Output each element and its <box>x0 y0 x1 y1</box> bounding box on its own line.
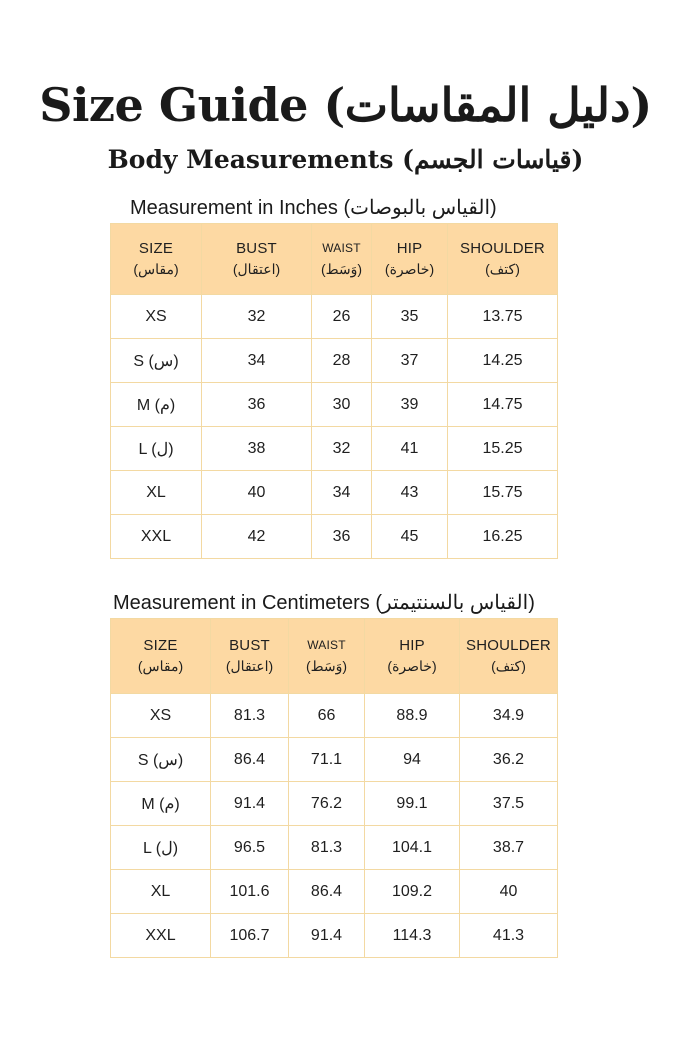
shoulder-cell: 14.25 <box>448 339 558 383</box>
header-hip <box>372 224 448 295</box>
waist-cell: 30 <box>312 383 372 427</box>
bust-cell: 42 <box>202 515 312 559</box>
bust-cell: 101.6 <box>211 870 289 914</box>
size-cell: M (م) <box>111 782 211 826</box>
size-cell: L (ل) <box>111 427 202 471</box>
shoulder-cell: 34.9 <box>460 694 558 738</box>
table-row <box>111 427 558 471</box>
shoulder-cell: 15.75 <box>448 471 558 515</box>
table-row <box>111 826 558 870</box>
header-ar: (كتف) <box>491 658 526 674</box>
bust-cell: 40 <box>202 471 312 515</box>
header-en: SIZE <box>138 240 174 257</box>
table-row <box>111 339 558 383</box>
waist-cell: 34 <box>312 471 372 515</box>
bust-cell: 36 <box>202 383 312 427</box>
size-cell: XS <box>111 694 211 738</box>
shoulder-cell: 16.25 <box>448 515 558 559</box>
header-shoulder <box>448 224 558 295</box>
header-waist <box>289 619 365 694</box>
shoulder-cell: 14.75 <box>448 383 558 427</box>
shoulder-cell: 36.2 <box>460 738 558 782</box>
hip-cell: 99.1 <box>365 782 460 826</box>
hip-cell: 41 <box>372 427 448 471</box>
shoulder-cell: 41.3 <box>460 914 558 958</box>
waist-cell: 81.3 <box>289 826 365 870</box>
header-en: BUST <box>229 637 270 654</box>
hip-cell: 45 <box>372 515 448 559</box>
header-en: HIP <box>396 240 423 257</box>
waist-cell: 28 <box>312 339 372 383</box>
table-row <box>111 383 558 427</box>
hip-cell: 88.9 <box>365 694 460 738</box>
size-cell: XL <box>111 870 211 914</box>
shoulder-cell: 15.25 <box>448 427 558 471</box>
hip-cell: 114.3 <box>365 914 460 958</box>
header-en: BUST <box>236 240 277 257</box>
inches-section-label: Measurement in Inches (القياس بالبوصات) <box>130 197 497 219</box>
table-row <box>111 515 558 559</box>
bust-cell: 38 <box>202 427 312 471</box>
table-row <box>111 471 558 515</box>
bust-cell: 96.5 <box>211 826 289 870</box>
waist-cell: 36 <box>312 515 372 559</box>
header-en: WAIST <box>322 241 361 255</box>
page-title: Size Guide (دليل المقاسات) <box>39 78 652 132</box>
header-bust <box>202 224 312 295</box>
hip-cell: 109.2 <box>365 870 460 914</box>
header-ar: (وَسَط) <box>305 658 348 674</box>
header-ar: (مقاس) <box>137 658 184 674</box>
header-en: SHOULDER <box>466 637 551 654</box>
header-en: SIZE <box>143 637 178 654</box>
size-cell: XXL <box>111 515 202 559</box>
size-cell: XL <box>111 471 202 515</box>
header-shoulder <box>460 619 558 694</box>
waist-cell: 71.1 <box>289 738 365 782</box>
bust-cell: 106.7 <box>211 914 289 958</box>
header-ar: (وَسَط) <box>320 261 363 277</box>
size-cell: L (ل) <box>111 826 211 870</box>
hip-cell: 104.1 <box>365 826 460 870</box>
shoulder-cell: 38.7 <box>460 826 558 870</box>
header-size <box>111 619 211 694</box>
header-en: HIP <box>399 637 425 654</box>
table-row <box>111 295 558 339</box>
waist-cell: 66 <box>289 694 365 738</box>
size-cell: XS <box>111 295 202 339</box>
table-row <box>111 870 558 914</box>
waist-cell: 91.4 <box>289 914 365 958</box>
page-subtitle: Body Measurements (قياسات الجسم) <box>107 145 584 174</box>
bust-cell: 32 <box>202 295 312 339</box>
size-cell: S (س) <box>111 738 211 782</box>
header-ar: (خاصرة) <box>384 261 435 277</box>
header-hip <box>365 619 460 694</box>
size-cell: M (م) <box>111 383 202 427</box>
hip-cell: 43 <box>372 471 448 515</box>
header-size <box>111 224 202 295</box>
header-ar: (خاصرة) <box>387 658 437 674</box>
table-row <box>111 782 558 826</box>
waist-cell: 26 <box>312 295 372 339</box>
bust-cell: 81.3 <box>211 694 289 738</box>
table-row <box>111 738 558 782</box>
size-cell: XXL <box>111 914 211 958</box>
header-ar: (اعتقال) <box>232 261 281 277</box>
shoulder-cell: 13.75 <box>448 295 558 339</box>
inches-size-table <box>110 223 558 559</box>
hip-cell: 35 <box>372 295 448 339</box>
table-header-row <box>111 224 558 295</box>
centimeters-section-label: Measurement in Centimeters (القياس بالسنتيمتر) <box>113 592 535 614</box>
table-row <box>111 694 558 738</box>
bust-cell: 91.4 <box>211 782 289 826</box>
hip-cell: 94 <box>365 738 460 782</box>
header-ar: (كتف) <box>485 261 520 277</box>
hip-cell: 39 <box>372 383 448 427</box>
bust-cell: 34 <box>202 339 312 383</box>
size-cell: S (س) <box>111 339 202 383</box>
shoulder-cell: 37.5 <box>460 782 558 826</box>
header-en: WAIST <box>307 638 346 652</box>
waist-cell: 32 <box>312 427 372 471</box>
bust-cell: 86.4 <box>211 738 289 782</box>
header-ar: (اعتقال) <box>225 658 274 674</box>
waist-cell: 76.2 <box>289 782 365 826</box>
header-waist <box>312 224 372 295</box>
centimeters-size-table <box>110 618 558 958</box>
waist-cell: 86.4 <box>289 870 365 914</box>
header-bust <box>211 619 289 694</box>
hip-cell: 37 <box>372 339 448 383</box>
header-ar: (مقاس) <box>133 261 179 277</box>
table-header-row <box>111 619 558 694</box>
table-row <box>111 914 558 958</box>
header-en: SHOULDER <box>460 240 545 257</box>
shoulder-cell: 40 <box>460 870 558 914</box>
